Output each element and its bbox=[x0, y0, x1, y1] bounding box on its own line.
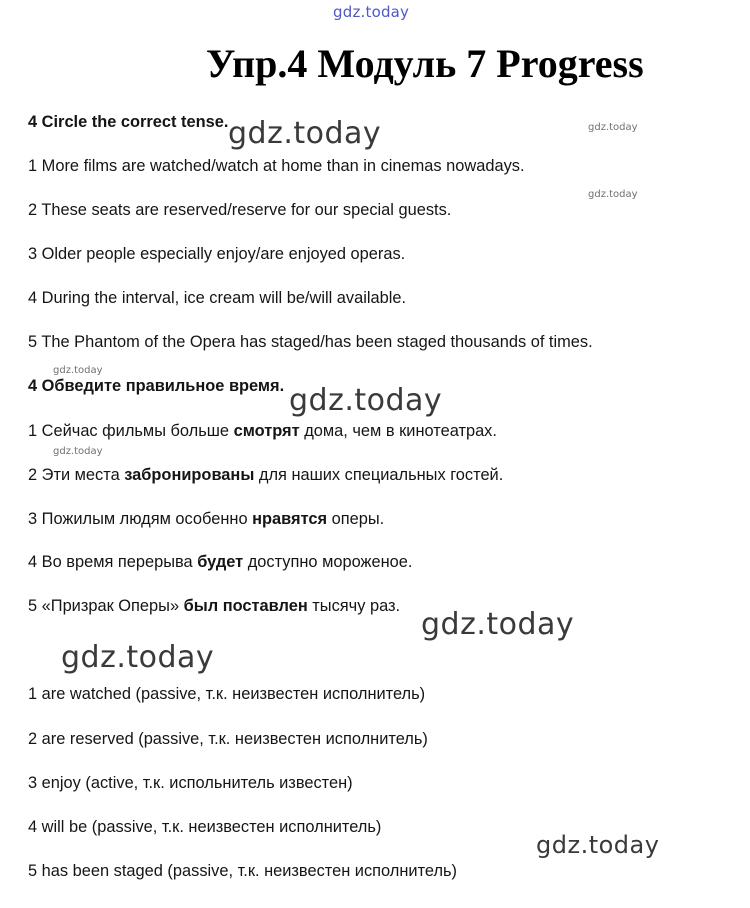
task-en-item: 3 Older people especially enjoy/are enjoyed operas. bbox=[28, 245, 406, 263]
answer-line: 5 has been staged (passive, т.к. неизвестен исполнитель) bbox=[28, 862, 458, 880]
task-ru-item bbox=[28, 465, 503, 485]
task-ru-item-text: для наших специальных гостей. bbox=[254, 466, 504, 484]
answer-line: 3 enjoy (active, т.к. испольнитель известен) bbox=[28, 774, 353, 792]
task-ru-item-text: оперы. bbox=[327, 510, 385, 528]
watermark-small: gdz.today bbox=[588, 122, 638, 133]
task-ru-item-text: доступно мороженое. bbox=[243, 553, 413, 571]
task-ru-item-answer: смотрят bbox=[233, 422, 300, 440]
watermark-big: gdz.today bbox=[228, 116, 382, 151]
task-ru-item-answer: был поставлен bbox=[183, 597, 308, 615]
task-ru-item bbox=[28, 509, 384, 529]
task-ru-item-text: 1 Сейчас фильмы больше bbox=[28, 422, 234, 440]
watermark-big: gdz.today bbox=[536, 831, 660, 859]
task-ru-item-text: тысячу раз. bbox=[307, 597, 401, 615]
answer-line: 4 will be (passive, т.к. неизвестен исполнитель) bbox=[28, 818, 382, 836]
task-en-item: 5 The Phantom of the Opera has staged/has been staged thousands of times. bbox=[28, 333, 593, 351]
watermark-big: gdz.today bbox=[289, 383, 443, 418]
task-ru-item-answer: будет bbox=[197, 553, 244, 571]
task-ru-item bbox=[28, 552, 412, 572]
task-ru-item-text: 5 «Призрак Оперы» bbox=[28, 597, 184, 615]
watermark-small: gdz.today bbox=[53, 446, 103, 457]
task-ru-item-text: 2 Эти места bbox=[28, 466, 125, 484]
answer-line: 2 are reserved (passive, т.к. неизвестен исполнитель) bbox=[28, 730, 428, 748]
task-ru-item bbox=[28, 596, 400, 616]
task-ru-item bbox=[28, 421, 497, 441]
page-title: Упр.4 Модуль 7 Progress bbox=[206, 41, 644, 86]
watermark-small: gdz.today bbox=[588, 189, 638, 200]
task-ru-item-text: дома, чем в кинотеатрах. bbox=[299, 422, 497, 440]
task-ru-item-answer: забронированы bbox=[124, 466, 255, 484]
task-ru-heading: 4 Обведите правильное время. bbox=[28, 377, 285, 395]
watermark-small: gdz.today bbox=[53, 365, 103, 376]
answer-line: 1 are watched (passive, т.к. неизвестен исполнитель) bbox=[28, 685, 426, 703]
task-en-item: 4 During the interval, ice cream will be/will available. bbox=[28, 289, 407, 307]
task-en-item: 2 These seats are reserved/reserve for our special guests. bbox=[28, 201, 452, 219]
task-ru-item-text: 4 Во время перерыва bbox=[28, 553, 198, 571]
watermark-big: gdz.today bbox=[421, 607, 575, 642]
watermark-top: gdz.today bbox=[333, 3, 410, 21]
task-ru-item-answer: нравятся bbox=[252, 510, 328, 528]
task-en-heading: 4 Circle the correct tense. bbox=[28, 113, 229, 131]
task-en-item: 1 More films are watched/watch at home than in cinemas nowadays. bbox=[28, 157, 525, 175]
task-ru-item-text: 3 Пожилым людям особенно bbox=[28, 510, 253, 528]
watermark-big: gdz.today bbox=[61, 640, 215, 675]
